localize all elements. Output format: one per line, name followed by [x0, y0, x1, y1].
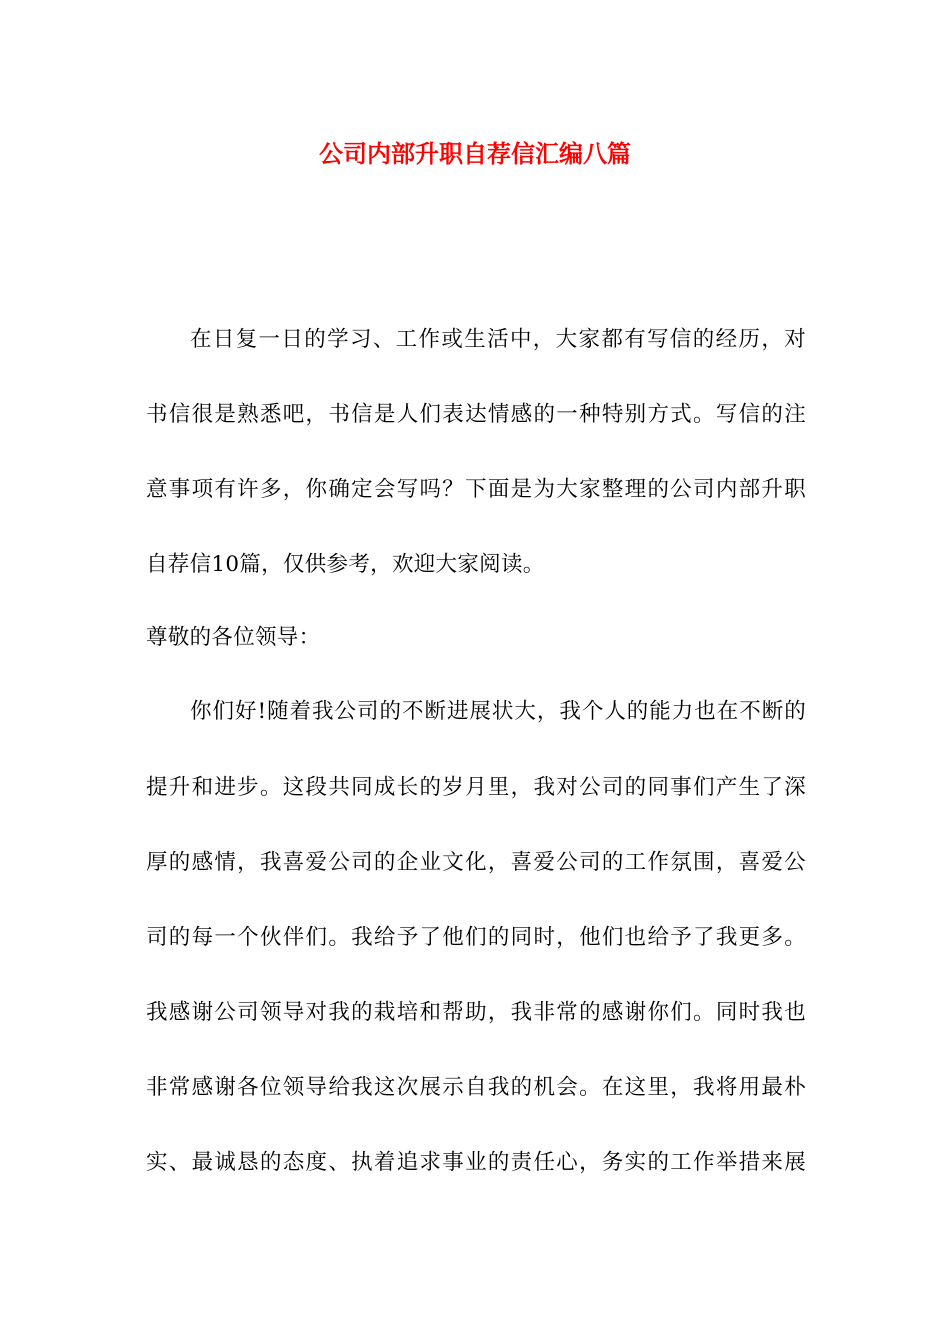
salutation: 尊敬的各位领导： [146, 625, 321, 650]
paragraph-line: 实、最诚恳的态度、执着追求事业的责任心，务实的工作举措来展 [146, 1150, 806, 1175]
paragraph-line: 厚的感情，我喜爱公司的企业文化，喜爱公司的工作氛围，喜爱公 [146, 850, 806, 875]
paragraph-line: 自荐信10篇，仅供参考，欢迎大家阅读。 [146, 552, 545, 577]
paragraph-line: 非常感谢各位领导给我这次展示自我的机会。在这里，我将用最朴 [146, 1075, 806, 1100]
paragraph-line: 你们好!随着我公司的不断进展状大，我个人的能力也在不断的 [190, 699, 806, 724]
paragraph-line: 提升和进步。这段共同成长的岁月里，我对公司的同事们产生了深 [146, 775, 806, 800]
paragraph-line: 我感谢公司领导对我的栽培和帮助，我非常的感谢你们。同时我也 [146, 1000, 806, 1025]
paragraph-line: 司的每一个伙伴们。我给予了他们的同时，他们也给予了我更多。 [146, 925, 806, 950]
paragraph-line: 在日复一日的学习、工作或生活中，大家都有写信的经历，对 [190, 327, 806, 352]
document-title: 公司内部升职自荐信汇编八篇 [319, 140, 631, 168]
paragraph-line: 书信很是熟悉吧，书信是人们表达情感的一种特别方式。写信的注 [146, 402, 806, 427]
paragraph-line: 意事项有许多，你确定会写吗？下面是为大家整理的公司内部升职 [146, 477, 806, 502]
